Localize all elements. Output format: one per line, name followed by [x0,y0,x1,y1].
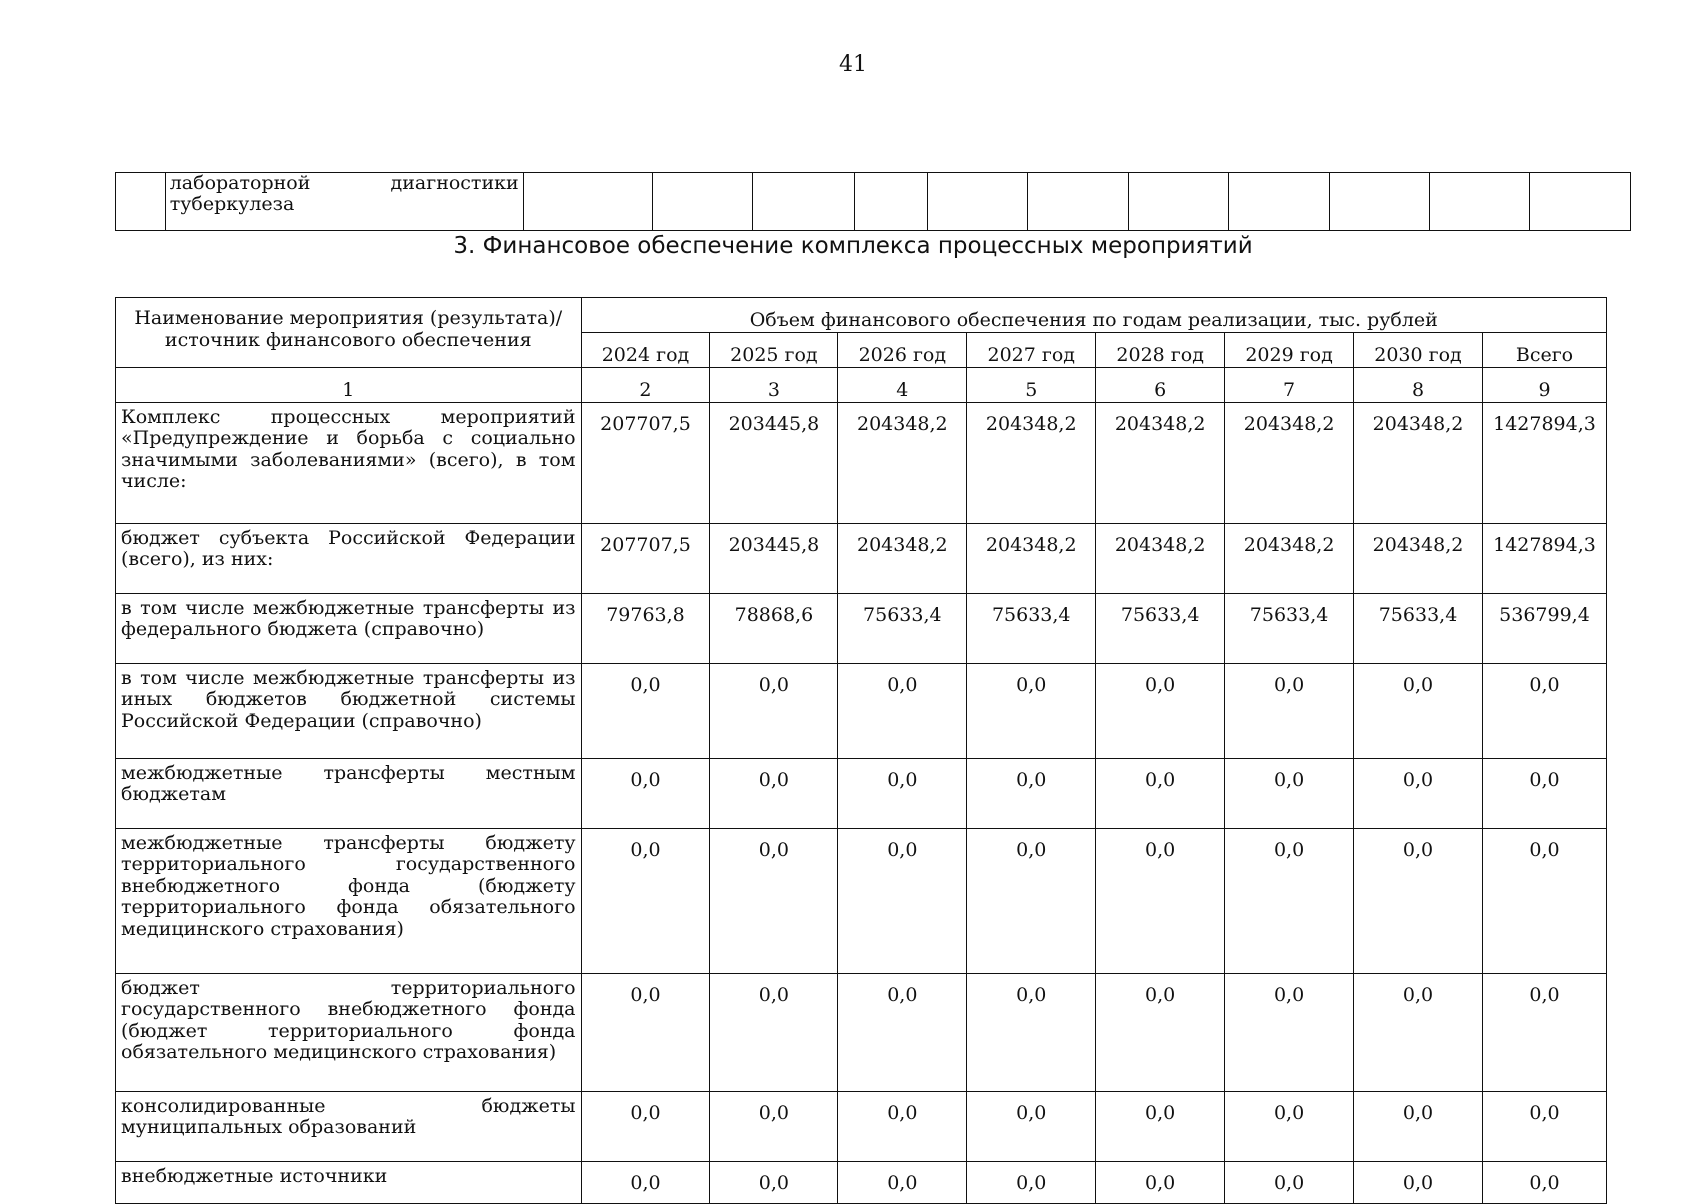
row-total: 1427894,3 [1482,403,1606,524]
row-value: 0,0 [838,1162,967,1204]
table-row [116,403,1607,524]
row-value: 0,0 [838,664,967,759]
table-row [116,1092,1607,1162]
row-value: 0,0 [967,1092,1096,1162]
row-value: 0,0 [581,1092,710,1162]
column-number: 6 [1096,368,1225,403]
row-value: 0,0 [1354,974,1483,1092]
section-title: 3. Финансовое обеспечение комплекса процессных мероприятий [453,233,1253,259]
row-value: 0,0 [1225,1162,1354,1204]
row-value: 204348,2 [1225,524,1354,594]
row-value: 0,0 [838,829,967,974]
row-value: 0,0 [1225,1092,1354,1162]
table-row [116,664,1607,759]
row-name: межбюджетные трансферты бюджету территориального государственного внебюджетного фонда (бюджету территориального фонда обязательного медицинского страхования) [116,829,582,974]
row-value: 0,0 [581,759,710,829]
header-total: Всего [1482,333,1606,368]
row-value: 0,0 [838,1092,967,1162]
row-value: 0,0 [581,829,710,974]
row-value: 204348,2 [838,403,967,524]
row-value: 0,0 [1225,829,1354,974]
row-value: 75633,4 [1225,594,1354,664]
row-value: 0,0 [1096,664,1225,759]
table-row [116,1162,1607,1204]
header-span: Объем финансового обеспечения по годам реализации, тыс. рублей [581,298,1606,333]
row-value: 0,0 [838,974,967,1092]
row-total: 1427894,3 [1482,524,1606,594]
row-value: 0,0 [581,664,710,759]
row-value: 0,0 [1096,974,1225,1092]
header-name: Наименование мероприятия (результата)/ источник финансового обеспечения [116,298,582,368]
row-value: 0,0 [1225,759,1354,829]
row-name: бюджет субъекта Российской Федерации (всего), из них: [116,524,582,594]
row-total: 0,0 [1482,1092,1606,1162]
row-value: 0,0 [710,829,838,974]
column-number: 4 [838,368,967,403]
row-total: 0,0 [1482,974,1606,1092]
row-value: 75633,4 [1096,594,1225,664]
row-value: 207707,5 [581,403,710,524]
row-value: 204348,2 [838,524,967,594]
row-value: 0,0 [1225,664,1354,759]
column-number: 3 [710,368,838,403]
column-number: 5 [967,368,1096,403]
row-value: 0,0 [1354,759,1483,829]
row-value: 79763,8 [581,594,710,664]
row-name: бюджет территориального государственного внебюджетного фонда (бюджет территориального фонда обязательного медицинского страхования) [116,974,582,1092]
page-number: 41 [839,52,867,77]
previous-table-fragment [115,172,1631,231]
header-row [116,298,1607,333]
row-value: 0,0 [710,759,838,829]
header-year: 2026 год [838,333,967,368]
column-number-row [116,368,1607,403]
row-name: консолидированные бюджеты муниципальных образований [116,1092,582,1162]
row-name: внебюджетные источники [116,1162,582,1204]
row-value: 0,0 [1096,1092,1225,1162]
row-value: 75633,4 [1354,594,1483,664]
row-value: 0,0 [710,974,838,1092]
row-value: 0,0 [710,664,838,759]
row-value: 204348,2 [967,403,1096,524]
header-year: 2030 год [1354,333,1483,368]
row-text: лабораторной диагностики туберкулеза [165,173,523,231]
row-total: 536799,4 [1482,594,1606,664]
header-year: 2029 год [1225,333,1354,368]
row-value: 0,0 [710,1092,838,1162]
row-value: 0,0 [967,664,1096,759]
column-number: 1 [116,368,582,403]
row-name: в том числе межбюджетные трансферты из иных бюджетов бюджетной системы Российской Федерации (справочно) [116,664,582,759]
row-value: 0,0 [1354,1092,1483,1162]
table-row [116,829,1607,974]
row-value: 207707,5 [581,524,710,594]
row-value: 204348,2 [1096,524,1225,594]
row-value: 204348,2 [1225,403,1354,524]
row-total: 0,0 [1482,664,1606,759]
header-year: 2028 год [1096,333,1225,368]
header-year: 2025 год [710,333,838,368]
header-year: 2027 год [967,333,1096,368]
table-row [116,524,1607,594]
row-value: 0,0 [1354,664,1483,759]
header-year: 2024 год [581,333,710,368]
row-value: 0,0 [967,974,1096,1092]
row-value: 0,0 [1096,759,1225,829]
row-name: Комплекс процессных мероприятий «Предупреждение и борьба с социально значимыми заболеваниями» (всего), в том числе: [116,403,582,524]
row-value: 203445,8 [710,403,838,524]
row-value: 0,0 [1225,974,1354,1092]
row-value: 0,0 [581,1162,710,1204]
row-value: 0,0 [1354,1162,1483,1204]
row-value: 0,0 [838,759,967,829]
row-value: 75633,4 [838,594,967,664]
row-value: 0,0 [967,759,1096,829]
column-number: 9 [1482,368,1606,403]
row-value: 75633,4 [967,594,1096,664]
row-value: 0,0 [1354,829,1483,974]
row-value: 0,0 [967,1162,1096,1204]
column-number: 7 [1225,368,1354,403]
row-name: в том числе межбюджетные трансферты из федерального бюджета (справочно) [116,594,582,664]
table-row [116,974,1607,1092]
table-row [116,173,1631,231]
row-value: 204348,2 [1096,403,1225,524]
row-value: 203445,8 [710,524,838,594]
column-number: 2 [581,368,710,403]
row-value: 0,0 [581,974,710,1092]
row-value: 204348,2 [967,524,1096,594]
row-total: 0,0 [1482,759,1606,829]
row-value: 78868,6 [710,594,838,664]
row-value: 0,0 [1096,829,1225,974]
table-row [116,759,1607,829]
row-value: 0,0 [967,829,1096,974]
table-row [116,594,1607,664]
row-total: 0,0 [1482,1162,1606,1204]
financing-table [115,297,1607,1204]
column-number: 8 [1354,368,1483,403]
row-value: 0,0 [1096,1162,1225,1204]
row-value: 204348,2 [1354,403,1483,524]
row-total: 0,0 [1482,829,1606,974]
row-value: 204348,2 [1354,524,1483,594]
row-name: межбюджетные трансферты местным бюджетам [116,759,582,829]
row-value: 0,0 [710,1162,838,1204]
